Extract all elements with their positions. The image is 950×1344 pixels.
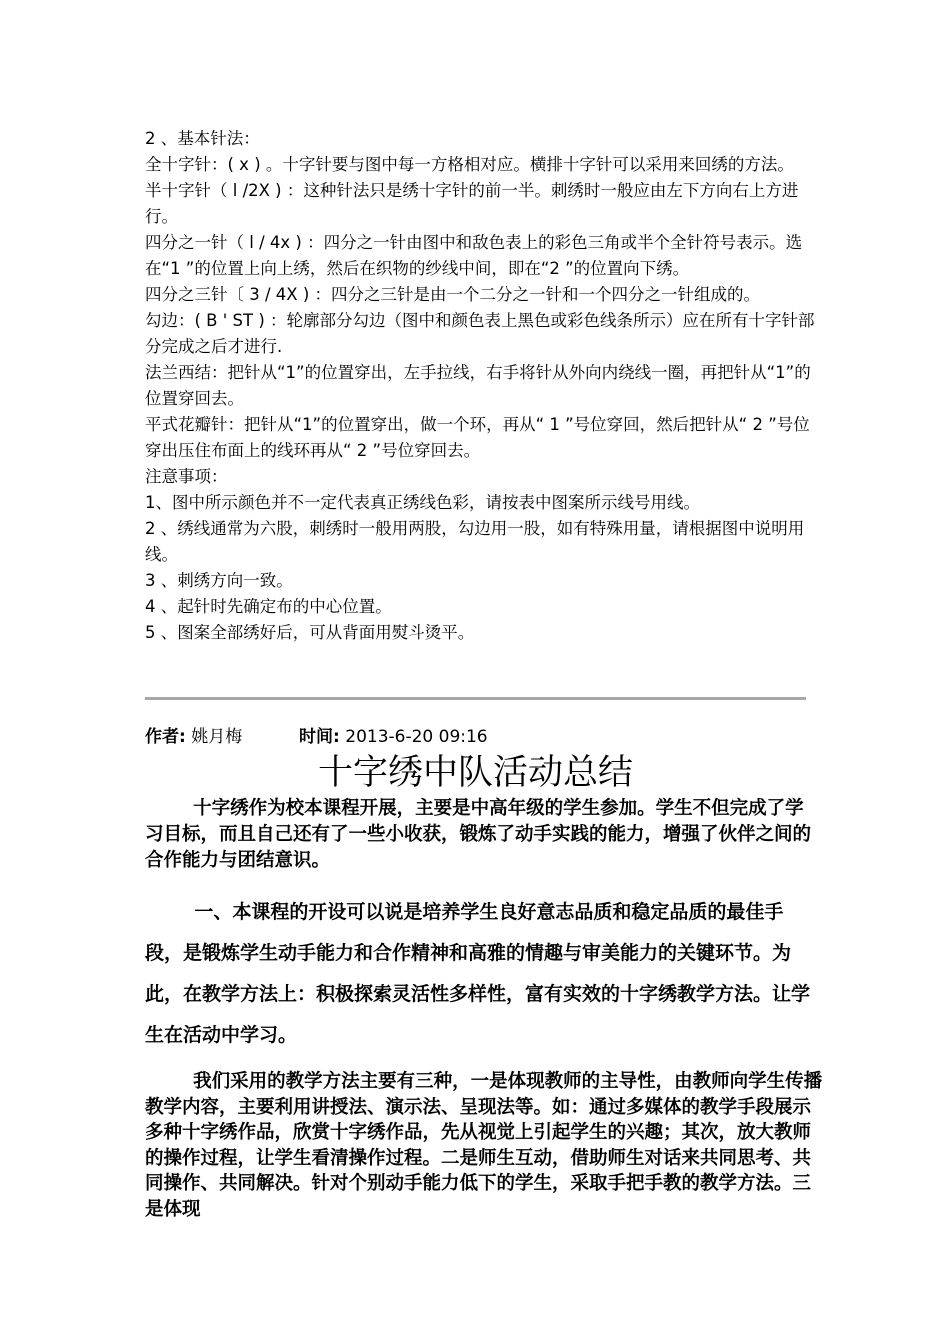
stitch-instructions	[145, 126, 815, 646]
text-line: 平式花瓣针：把针从“1”的位置穿出，做一个环，再从“ 1 ”号位穿回，然后把针从“ 2 ”号位穿出压住布面上的线环再从“ 2 ”号位穿回去。	[145, 415, 810, 460]
time-label: 时间:	[299, 727, 340, 747]
text-line: 勾边：( B ' ST ) ：轮廓部分勾边（图中和颜色表上黑色或彩色线条所示）应在所有十字针部分完成之后才进行.	[145, 311, 815, 356]
section-one-paragraph	[145, 892, 815, 1056]
author-label: 作者:	[145, 727, 186, 747]
text-line: 1、图中所示颜色并不一定代表真正绣线色彩，请按表中图案所示线号用线。	[145, 493, 700, 512]
text-line: 2 、绣线通常为六股，刺绣时一般用两股，勾边用一股，如有特殊用量，请根据图中说明用线。	[145, 519, 805, 564]
post-meta	[145, 722, 488, 747]
post-time: 2013-6-20 09:16	[345, 727, 488, 747]
page-title: 十字绣中队活动总结	[317, 753, 633, 793]
horizontal-divider	[145, 697, 806, 700]
text-line: 3 、刺绣方向一致。	[145, 571, 293, 590]
author-name: 姚月梅	[191, 727, 243, 747]
paragraph-text: 一、本课程的开设可以说是培养学生良好意志品质和稳定品质的最佳手段，是锻炼学生动手能力和合作精神和高雅的情趣与审美能力的关键环节。为此，在教学方法上：积极探索灵活性多样性，富有实效的十字绣教学方法。让学生在活动中学习。	[145, 901, 811, 1046]
text-line: 法兰西结：把针从“1”的位置穿出，左手拉线，右手将针从外向内绕线一圈，再把针从“1”的位置穿回去。	[145, 363, 811, 408]
intro-paragraph	[145, 796, 815, 874]
text-line: 半十字针（ l /2X ) ：这种针法只是绣十字针的前一半。刺绣时一般应由左下方向右上方进行。	[145, 181, 799, 226]
text-line: 四分之三针〔 3 / 4X ) ：四分之三针是由一个二分之一针和一个四分之一针组成的。	[145, 285, 761, 304]
text-line: 注意事项：	[145, 467, 228, 486]
text-line: 2 、基本针法：	[145, 129, 260, 148]
teaching-methods-paragraph	[145, 1069, 823, 1222]
paragraph-text: 我们采用的教学方法主要有三种，一是体现教师的主导性，由教师向学生传播教学内容，主要利用讲授法、演示法、呈现法等。如：通过多媒体的教学手段展示多种十字绣作品，欣赏十字绣作品，先从视觉上引起学生的兴趣；其次，放大教师的操作过程，让学生看清操作过程。二是师生互动，借助师生对话来共同思考、共同操作、共同解决。针对个别动手能力低下的学生，采取手把手教的教学方法。三是体现	[145, 1071, 823, 1220]
text-line: 全十字针：( x ) 。十字针要与图中每一方格相对应。横排十字针可以采用来回绣的方法。	[145, 155, 794, 174]
text-line: 4 、起针时先确定布的中心位置。	[145, 597, 392, 616]
text-line: 5 、图案全部绣好后，可从背面用熨斗烫平。	[145, 623, 475, 642]
text-line: 四分之一针（ l / 4x ) ：四分之一针由图中和敌色表上的彩色三角或半个全针符号表示。选在“1 ”的位置上向上绣，然后在织物的纱线中间，即在“2 ”的位置向下绣。	[145, 233, 803, 278]
paragraph-text: 十字绣作为校本课程开展，主要是中高年级的学生参加。学生不但完成了学习目标，而且自己还有了一些小收获，锻炼了动手实践的能力，增强了伙伴之间的合作能力与团结意识。	[145, 798, 812, 871]
